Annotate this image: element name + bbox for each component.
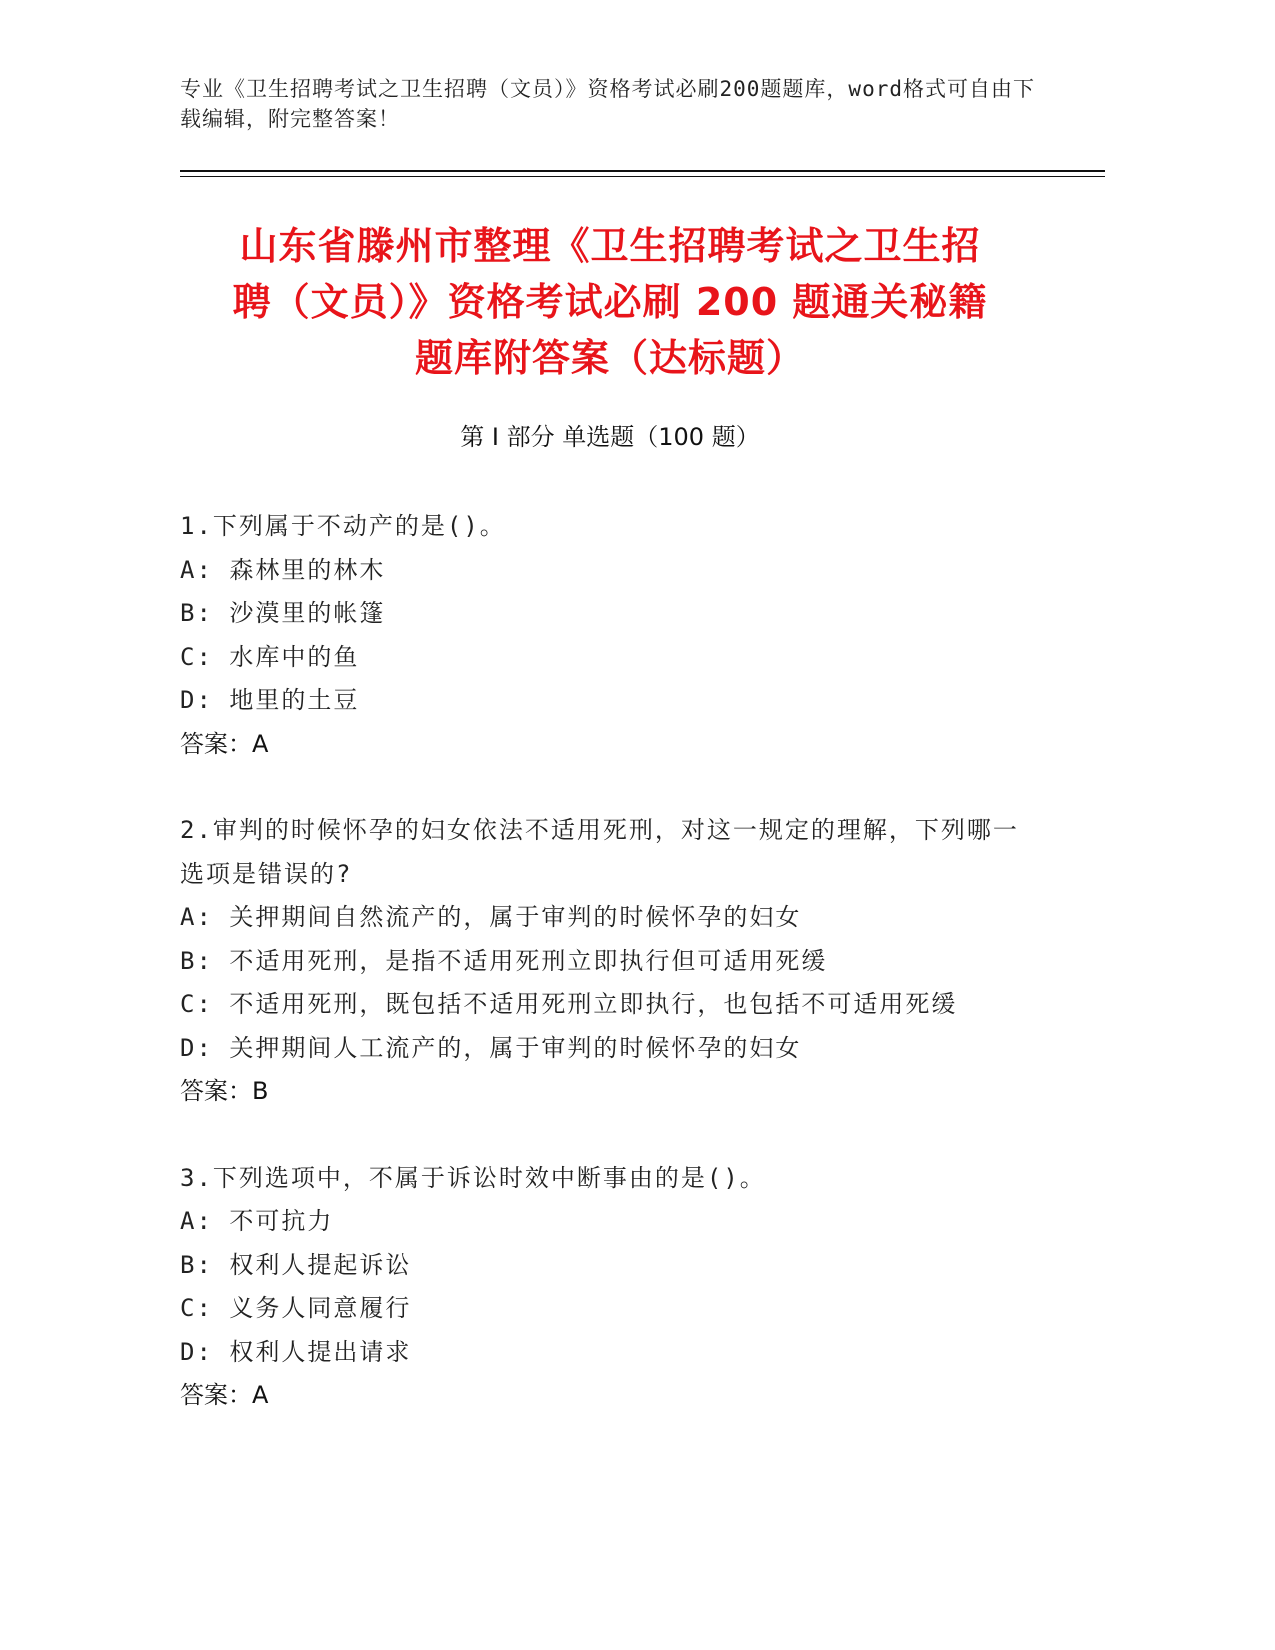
section-title: 第 I 部分 单选题（100 题） [460,423,760,451]
question-stem: 3.下列选项中，不属于诉讼时效中断事由的是()。 [180,1163,766,1192]
option-b: B: 权利人提起诉讼 [180,1250,412,1279]
header-rule-thin [180,176,1105,177]
answer: 答案：A [180,729,269,758]
answer: 答案：A [180,1381,269,1409]
question-stem: 1.下列属于不动产的是()。 [180,512,506,540]
option-d: D: 关押期间人工流产的，属于审判的时候怀孕的妇女 [180,1033,802,1062]
option-b: B: 不适用死刑，是指不适用死刑立即执行但可适用死缓 [180,946,828,975]
option-c: C: 不适用死刑，既包括不适用死刑立即执行，也包括不可适用死缓 [180,990,958,1018]
question-list [180,505,1060,1461]
question-1 [180,505,1060,766]
option-b: B: 沙漠里的帐篷 [180,599,386,627]
header-note: 专业《卫生招聘考试之卫生招聘（文员）》资格考试必刷200题题库，word格式可自由下载编辑，附完整答案！ [180,77,1035,131]
answer: 答案：B [180,1077,269,1105]
option-c: C: 水库中的鱼 [180,642,360,671]
question-stem: 2.审判的时候怀孕的妇女依法不适用死刑，对这一规定的理解，下列哪一选项是错误的? [180,816,1019,888]
option-a: A: 森林里的林木 [180,555,386,584]
option-d: D: 地里的土豆 [180,686,360,714]
question-2 [180,809,1060,1114]
title-line-1: 山东省滕州市整理《卫生招聘考试之卫生招 [239,224,981,268]
option-c: C: 义务人同意履行 [180,1294,412,1322]
document-title [180,218,1040,386]
title-line-3: 题库附答案（达标题） [414,336,805,380]
question-3 [180,1157,1060,1418]
option-a: A: 关押期间自然流产的，属于审判的时候怀孕的妇女 [180,903,802,931]
option-d: D: 权利人提出请求 [180,1337,412,1366]
title-line-2: 聘（文员）》资格考试必刷 200 题通关秘籍 [232,280,988,324]
header-rule-thick [180,170,1105,172]
option-a: A: 不可抗力 [180,1207,334,1235]
